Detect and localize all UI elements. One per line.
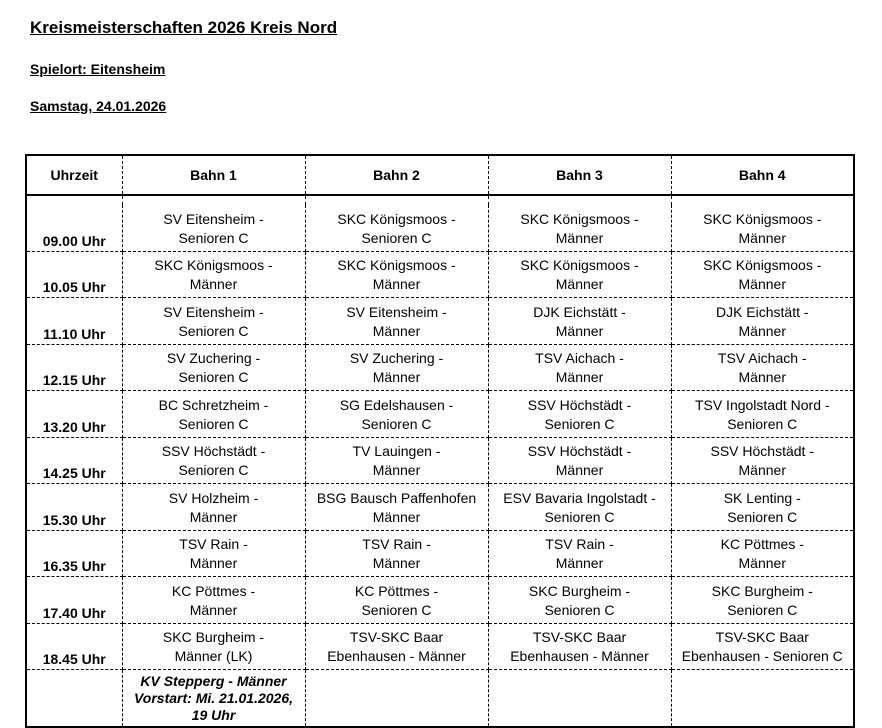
note-row bbox=[26, 670, 854, 728]
lane-4-cell bbox=[671, 437, 854, 484]
team-name: SKC Königsmoos - bbox=[154, 257, 273, 274]
team-category: Senioren C bbox=[727, 415, 798, 432]
spacer-cell bbox=[26, 195, 122, 205]
team-name: SV Holzheim - bbox=[168, 489, 259, 506]
team-category: Senioren C bbox=[727, 508, 798, 525]
team-category: Männer bbox=[189, 508, 238, 525]
team-name: TV Lauingen - bbox=[352, 443, 441, 460]
table-row bbox=[26, 344, 854, 391]
spacer-cell bbox=[488, 195, 671, 205]
time-cell: 14.25 Uhr bbox=[26, 437, 122, 484]
team-name: TSV-SKC Baar bbox=[715, 629, 809, 646]
lane-2-cell bbox=[305, 205, 488, 251]
lane-1-cell bbox=[122, 298, 305, 345]
team-name: KC Pöttmes - bbox=[171, 582, 256, 599]
team-category: Senioren C bbox=[178, 322, 249, 339]
team-category: Männer bbox=[372, 555, 421, 572]
lane-3-cell bbox=[488, 251, 671, 298]
table-row bbox=[26, 530, 854, 577]
team-category: Männer bbox=[555, 462, 604, 479]
team-name: TSV Rain - bbox=[179, 536, 248, 553]
note-line: Vorstart: Mi. 21.01.2026, bbox=[133, 689, 293, 706]
team-name: SKC Königsmoos - bbox=[520, 257, 639, 274]
lane-4-cell bbox=[671, 530, 854, 577]
column-header-lane-1: Bahn 1 bbox=[122, 155, 305, 195]
column-header-lane-4: Bahn 4 bbox=[671, 155, 854, 195]
lane-3-cell bbox=[488, 623, 671, 670]
team-name: SV Zuchering - bbox=[166, 350, 261, 367]
time-cell: 17.40 Uhr bbox=[26, 577, 122, 624]
team-category: Männer bbox=[189, 555, 238, 572]
lane-3-cell bbox=[488, 437, 671, 484]
team-name: SKC Königsmoos - bbox=[520, 210, 639, 227]
team-name: TSV Aichach - bbox=[717, 350, 807, 367]
team-category: Ebenhausen - Männer bbox=[327, 648, 466, 665]
lane-4-cell bbox=[671, 391, 854, 438]
team-category: Männer bbox=[372, 508, 421, 525]
table-row bbox=[26, 577, 854, 624]
team-category: Senioren C bbox=[544, 508, 615, 525]
lane-2-cell bbox=[305, 577, 488, 624]
lane-1-cell bbox=[122, 251, 305, 298]
team-category: Männer bbox=[738, 276, 786, 293]
schedule-table bbox=[25, 154, 855, 728]
team-category: Senioren C bbox=[544, 415, 615, 432]
team-name: TSV Aichach - bbox=[535, 350, 624, 367]
team-name: SV Eitensheim - bbox=[163, 210, 264, 227]
lane-3-cell bbox=[488, 391, 671, 438]
schedule-body bbox=[26, 195, 854, 727]
team-name: SKC Burgheim - bbox=[162, 629, 265, 646]
lane-1-cell bbox=[122, 344, 305, 391]
team-category: Senioren C bbox=[361, 229, 432, 246]
team-name: SV Eitensheim - bbox=[346, 303, 447, 320]
lane-3-cell bbox=[488, 298, 671, 345]
lane-4-cell bbox=[671, 344, 854, 391]
lane-4-cell bbox=[671, 577, 854, 624]
time-cell: 13.20 Uhr bbox=[26, 391, 122, 438]
venue-label: Spielort: Eitensheim bbox=[30, 61, 166, 77]
team-category: Senioren C bbox=[727, 601, 798, 618]
header-row bbox=[26, 155, 854, 195]
team-category: Männer bbox=[738, 555, 786, 572]
lane-1-cell bbox=[122, 391, 305, 438]
column-header-lane-3: Bahn 3 bbox=[488, 155, 671, 195]
team-category: Männer bbox=[189, 276, 238, 293]
lane-1-cell bbox=[122, 484, 305, 531]
team-category: Senioren C bbox=[361, 601, 432, 618]
team-name: SKC Königsmoos - bbox=[337, 210, 456, 227]
table-row bbox=[26, 298, 854, 345]
team-category: Männer bbox=[555, 369, 604, 386]
lane-3-cell bbox=[488, 577, 671, 624]
lane-1-cell bbox=[122, 530, 305, 577]
team-name: TSV Rain - bbox=[362, 536, 431, 553]
team-name: SKC Königsmoos - bbox=[703, 210, 822, 227]
team-category: Männer bbox=[372, 369, 421, 386]
team-category: Senioren C bbox=[178, 229, 249, 246]
lane-2-cell bbox=[305, 484, 488, 531]
empty-cell bbox=[305, 670, 488, 728]
team-name: BSG Bausch Paffenhofen bbox=[316, 489, 477, 506]
lane-2-cell bbox=[305, 251, 488, 298]
team-name: SKC Burgheim - bbox=[711, 582, 813, 599]
lane-3-cell bbox=[488, 530, 671, 577]
lane-4-cell bbox=[671, 623, 854, 670]
team-name: DJK Eichstätt - bbox=[533, 303, 626, 320]
lane-2-cell bbox=[305, 530, 488, 577]
table-row bbox=[26, 623, 854, 670]
lane-4-cell bbox=[671, 298, 854, 345]
time-cell: 18.45 Uhr bbox=[26, 623, 122, 670]
team-name: ESV Bavaria Ingolstadt - bbox=[503, 489, 656, 506]
team-name: SSV Höchstädt - bbox=[527, 443, 632, 460]
spacer-cell bbox=[122, 195, 305, 205]
lane-3-cell bbox=[488, 484, 671, 531]
team-name: SKC Königsmoos - bbox=[337, 257, 456, 274]
team-category: Männer bbox=[189, 601, 238, 618]
column-header-time: Uhrzeit bbox=[26, 155, 122, 195]
table-row bbox=[26, 251, 854, 298]
lane-2-cell bbox=[305, 344, 488, 391]
team-name: SV Eitensheim - bbox=[163, 303, 264, 320]
team-category: Männer bbox=[372, 462, 421, 479]
team-category: Männer bbox=[372, 322, 421, 339]
lane-2-cell bbox=[305, 298, 488, 345]
team-name: KC Pöttmes - bbox=[720, 536, 804, 553]
table-row bbox=[26, 205, 854, 251]
team-category: Senioren C bbox=[178, 462, 249, 479]
team-name: SSV Höchstädt - bbox=[527, 396, 632, 413]
team-category: Männer bbox=[738, 322, 786, 339]
team-name: TSV Ingolstadt Nord - bbox=[694, 396, 830, 413]
lane-4-cell bbox=[671, 251, 854, 298]
note-line: 19 Uhr bbox=[191, 706, 236, 723]
team-category: Männer bbox=[738, 369, 786, 386]
team-category: Senioren C bbox=[544, 601, 615, 618]
team-category: Männer bbox=[555, 322, 604, 339]
lane-1-cell bbox=[122, 205, 305, 251]
team-category: Männer (LK) bbox=[174, 648, 253, 665]
time-cell: 09.00 Uhr bbox=[26, 205, 122, 251]
note-line: KV Stepperg - Männer bbox=[140, 672, 287, 689]
team-name: SV Zuchering - bbox=[349, 350, 444, 367]
team-name: TSV-SKC Baar bbox=[532, 629, 627, 646]
empty-cell bbox=[488, 670, 671, 728]
lane-4-cell bbox=[671, 205, 854, 251]
team-category: Senioren C bbox=[361, 415, 432, 432]
column-header-lane-2: Bahn 2 bbox=[305, 155, 488, 195]
lane-1-cell bbox=[122, 623, 305, 670]
team-name: SG Edelshausen - bbox=[339, 396, 454, 413]
time-cell: 15.30 Uhr bbox=[26, 484, 122, 531]
time-cell: 16.35 Uhr bbox=[26, 530, 122, 577]
team-category: Männer bbox=[738, 229, 786, 246]
pre-start-note bbox=[122, 670, 305, 728]
lane-2-cell bbox=[305, 623, 488, 670]
team-category: Männer bbox=[372, 276, 421, 293]
date-label: Samstag, 24.01.2026 bbox=[30, 98, 167, 114]
team-name: SSV Höchstädt - bbox=[161, 443, 266, 460]
time-cell: 10.05 Uhr bbox=[26, 251, 122, 298]
time-cell: 12.15 Uhr bbox=[26, 344, 122, 391]
team-name: SKC Königsmoos - bbox=[703, 257, 822, 274]
team-name: DJK Eichstätt - bbox=[715, 303, 809, 320]
team-category: Ebenhausen - Senioren C bbox=[681, 648, 843, 665]
team-name: SKC Burgheim - bbox=[528, 582, 631, 599]
team-name: SSV Höchstädt - bbox=[710, 443, 814, 460]
spacer-cell bbox=[305, 195, 488, 205]
team-category: Ebenhausen - Männer bbox=[510, 648, 649, 665]
team-name: BC Schretzheim - bbox=[158, 396, 269, 413]
spacer-cell bbox=[671, 195, 854, 205]
team-name: SK Lenting - bbox=[723, 489, 801, 506]
time-cell: 11.10 Uhr bbox=[26, 298, 122, 345]
table-row bbox=[26, 437, 854, 484]
team-category: Männer bbox=[555, 276, 604, 293]
page-title: Kreismeisterschaften 2026 Kreis Nord bbox=[30, 18, 338, 37]
team-name: TSV-SKC Baar bbox=[349, 629, 444, 646]
team-category: Männer bbox=[555, 555, 604, 572]
lane-1-cell bbox=[122, 437, 305, 484]
empty-cell bbox=[671, 670, 854, 728]
empty-cell bbox=[26, 670, 122, 728]
lane-2-cell bbox=[305, 437, 488, 484]
table-row bbox=[26, 484, 854, 531]
team-category: Senioren C bbox=[178, 415, 249, 432]
lane-3-cell bbox=[488, 205, 671, 251]
table-row bbox=[26, 391, 854, 438]
team-category: Männer bbox=[555, 229, 604, 246]
team-name: KC Pöttmes - bbox=[354, 582, 439, 599]
team-category: Männer bbox=[738, 462, 786, 479]
lane-4-cell bbox=[671, 484, 854, 531]
team-name: TSV Rain - bbox=[545, 536, 614, 553]
spacer-row bbox=[26, 195, 854, 205]
lane-1-cell bbox=[122, 577, 305, 624]
lane-2-cell bbox=[305, 391, 488, 438]
lane-3-cell bbox=[488, 344, 671, 391]
team-category: Senioren C bbox=[178, 369, 249, 386]
